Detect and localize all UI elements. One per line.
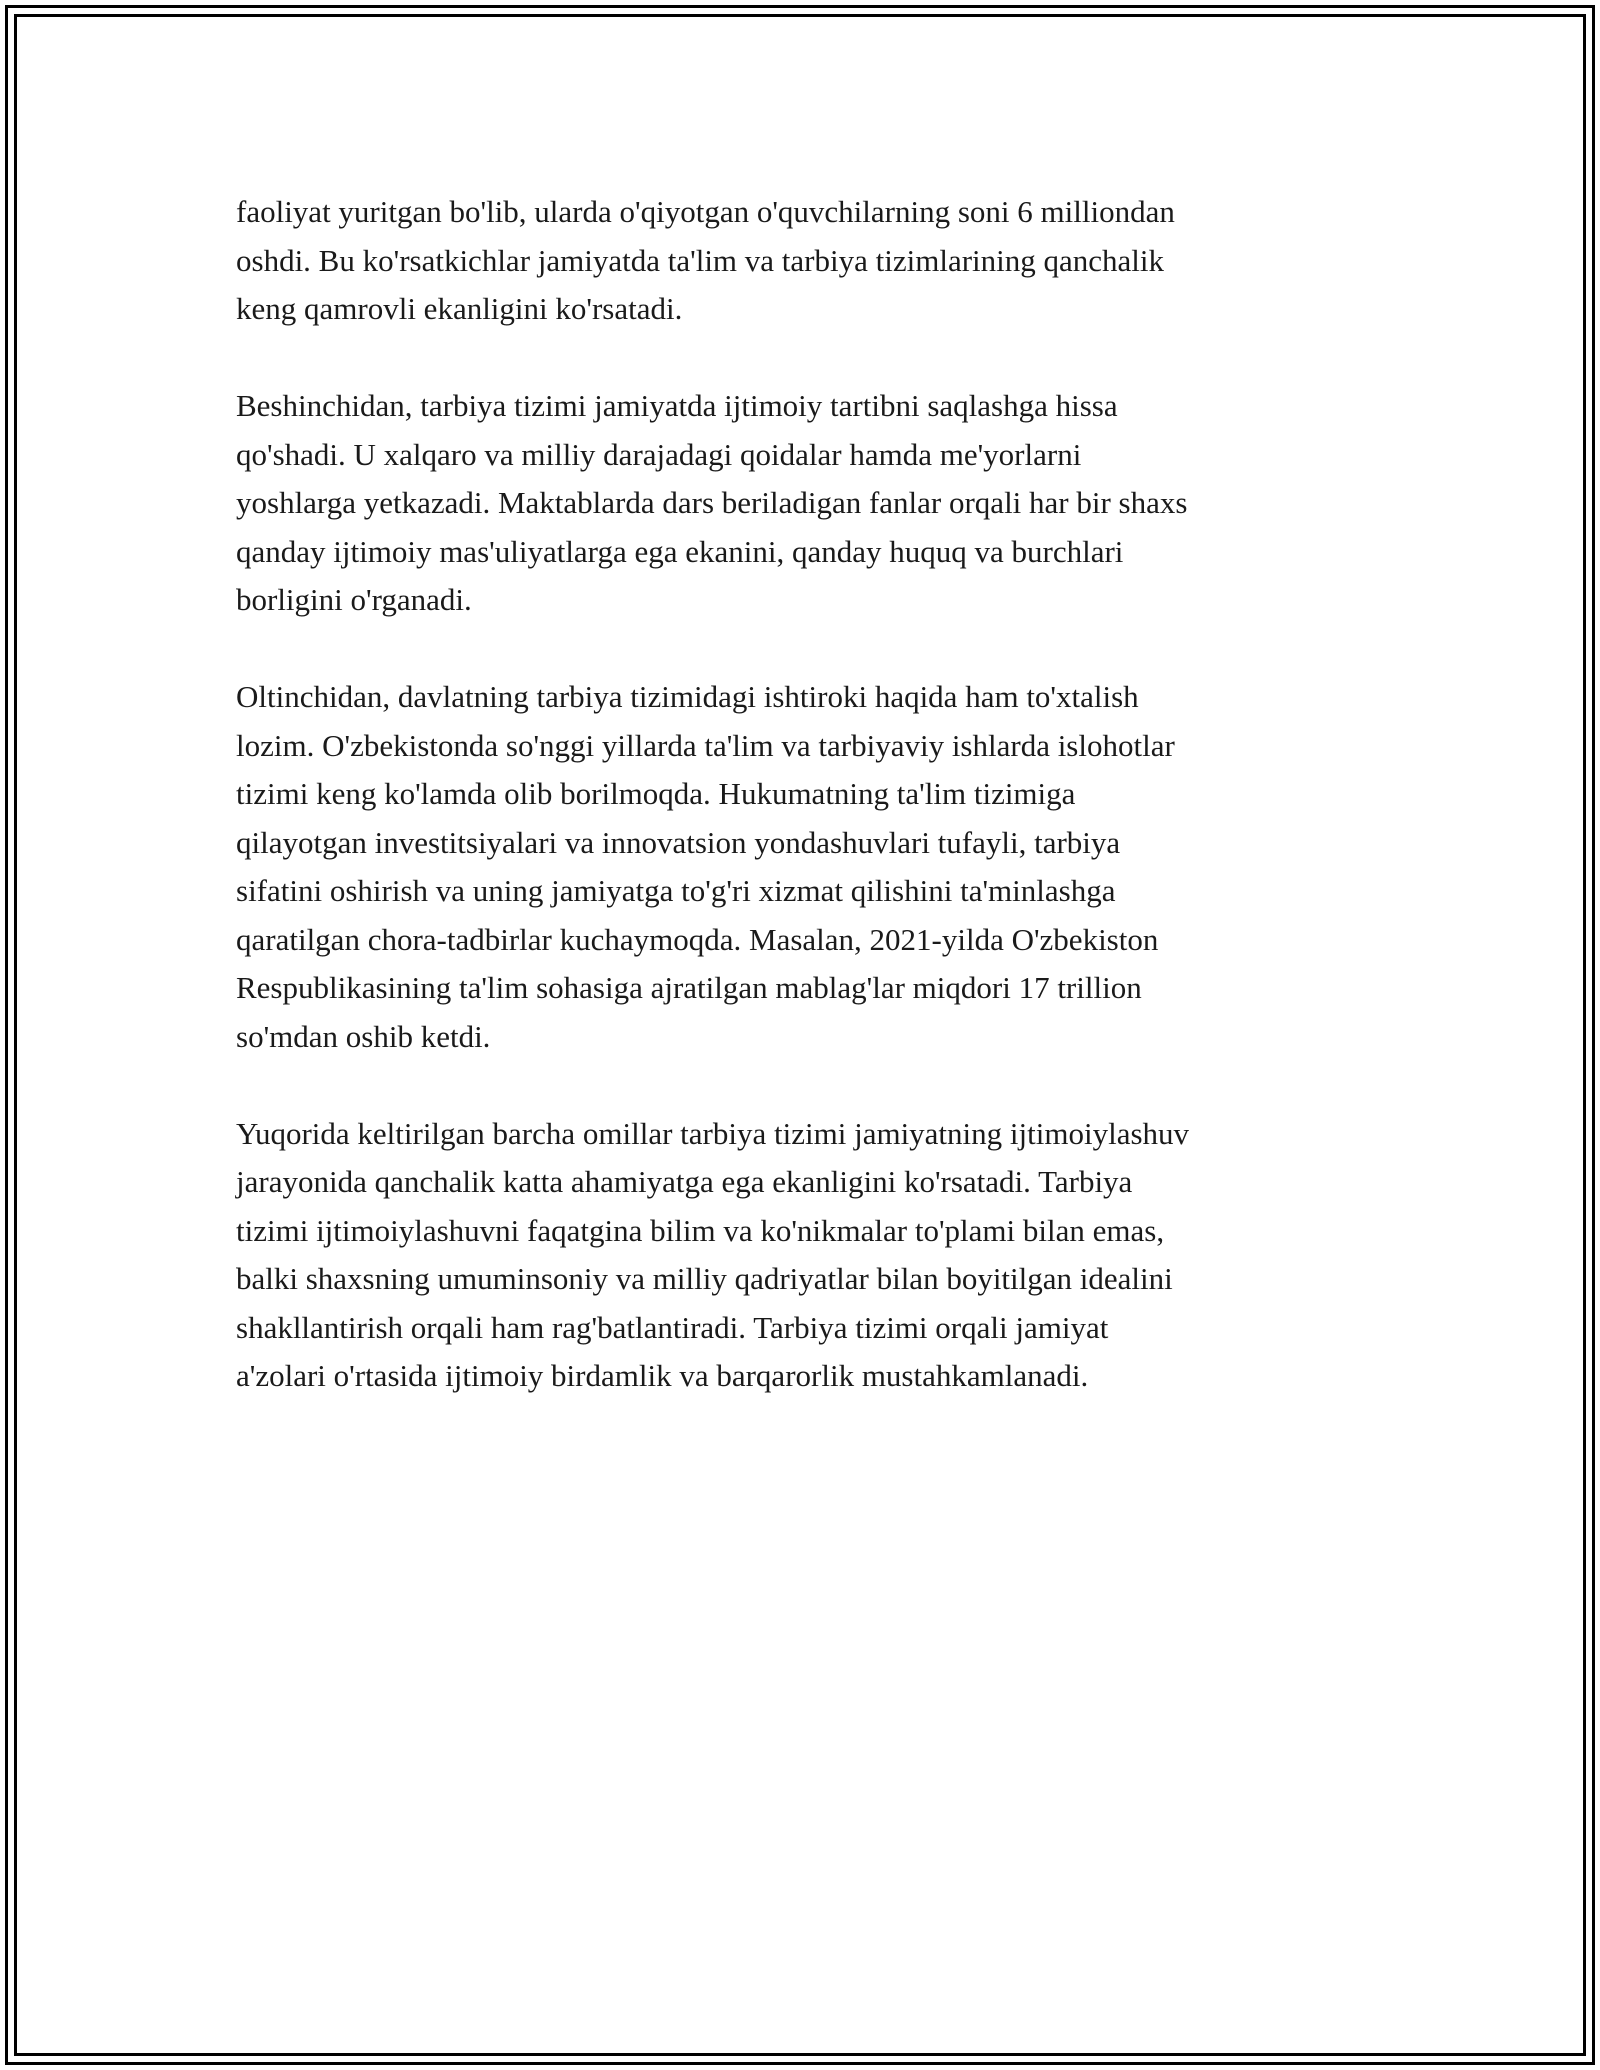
text-line: qaratilgan chora-tadbirlar kuchaymoqda. Masalan, 2021-yilda O'zbekiston — [236, 921, 1159, 957]
text-line: yoshlarga yetkazadi. Maktablarda dars beriladigan fanlar orqali har bir shaxs — [236, 485, 1188, 520]
text-line: borligini o'rganadi. — [236, 582, 472, 617]
text-line: shakllantirish orqali ham rag'batlantiradi. Tarbiya tizimi orqali jamiyat — [236, 1309, 1109, 1345]
text-line: balki shaxsning umuminsoniy va milliy qadriyatlar bilan boyitilgan idealini — [236, 1261, 1173, 1296]
text-line: oshdi. Bu ko'rsatkichlar jamiyatda ta'lim va tarbiya tizimlarining qanchalik — [236, 242, 1165, 278]
text-line: faoliyat yuritgan bo'lib, ularda o'qiyotgan o'quvchilarning soni 6 milliondan — [236, 194, 1175, 229]
text-line: qo'shadi. U xalqaro va milliy darajadagi qoidalar hamda me'yorlarni — [236, 436, 1082, 472]
paragraph-4 — [236, 1110, 1366, 1401]
paragraph-3 — [236, 673, 1366, 1061]
paragraph-1 — [236, 188, 1366, 334]
text-line: so'mdan oshib ketdi. — [236, 1018, 491, 1054]
text-line: Respublikasining ta'lim sohasiga ajratilgan mablag'lar miqdori 17 trillion — [236, 970, 1142, 1005]
text-line: Oltinchidan, davlatning tarbiya tizimidagi ishtiroki haqida ham to'xtalish — [236, 679, 1139, 714]
text-line: qanday ijtimoiy mas'uliyatlarga ega ekanini, qanday huquq va burchlari — [236, 533, 1124, 569]
document-body — [236, 188, 1366, 1449]
text-line: lozim. O'zbekistonda so'nggi yillarda ta'lim va tarbiyaviy ishlarda islohotlar — [236, 727, 1175, 763]
text-line: tizimi ijtimoiylashuvni faqatgina bilim va ko'nikmalar to'plami bilan emas, — [236, 1212, 1165, 1248]
text-line: a'zolari o'rtasida ijtimoiy birdamlik va barqarorlik mustahkamlanadi. — [236, 1358, 1089, 1393]
paragraph-2 — [236, 382, 1366, 625]
text-line: sifatini oshirish va uning jamiyatga to'g'ri xizmat qilishini ta'minlashga — [236, 873, 1116, 908]
text-line: jarayonida qanchalik katta ahamiyatga ega ekanligini ko'rsatadi. Tarbiya — [236, 1164, 1133, 1199]
text-line: Beshinchidan, tarbiya tizimi jamiyatda ijtimoiy tartibni saqlashga hissa — [236, 388, 1118, 423]
text-line: keng qamrovli ekanligini ko'rsatadi. — [236, 291, 683, 326]
text-line: tizimi keng ko'lamda olib borilmoqda. Hukumatning ta'lim tizimiga — [236, 776, 1076, 811]
text-line: qilayotgan investitsiyalari va innovatsion yondashuvlari tufayli, tarbiya — [236, 824, 1121, 860]
text-line: Yuqorida keltirilgan barcha omillar tarbiya tizimi jamiyatning ijtimoiylashuv — [236, 1115, 1190, 1151]
